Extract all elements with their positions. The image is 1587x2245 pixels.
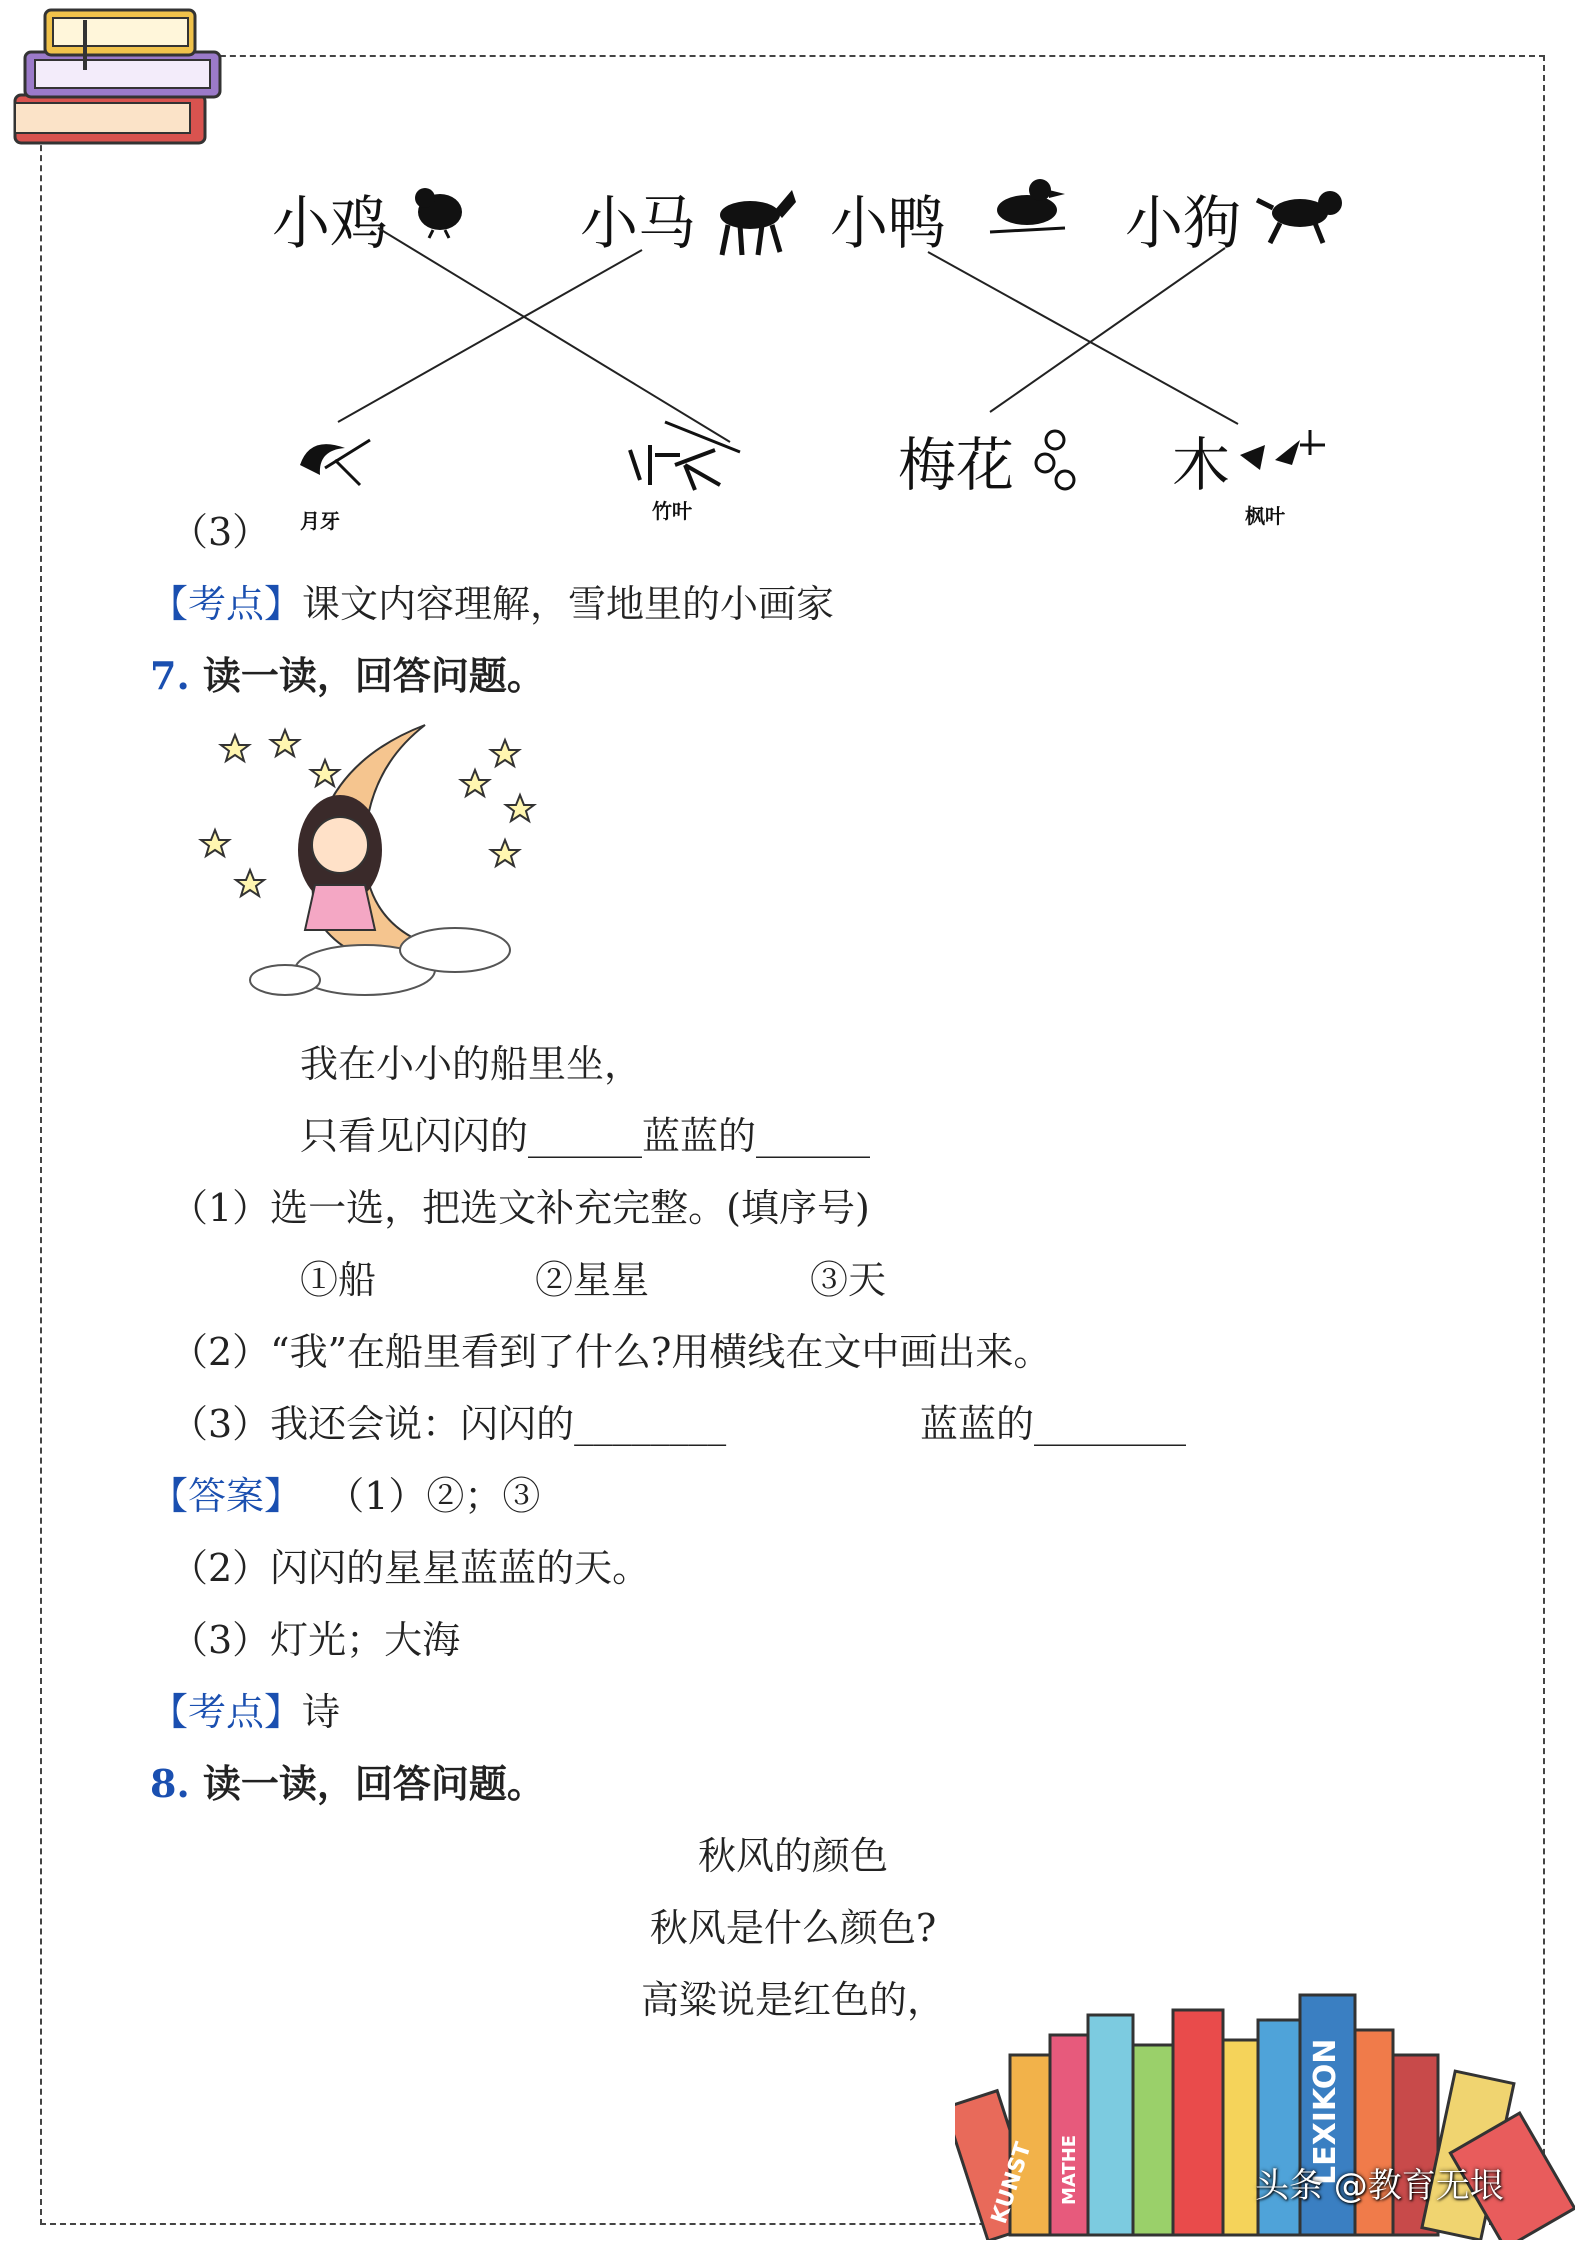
q7-answer2: （2）闪闪的星星蓝蓝的天。	[170, 1546, 651, 1590]
q7-option-2: ②星星	[535, 1258, 650, 1302]
mathe-spine-text: MATHE	[1059, 2134, 1080, 2205]
label-bamboo: 竹叶	[652, 499, 692, 523]
kaodian-tag: 【考点】	[150, 582, 303, 626]
bamboo-footprint-icon	[625, 410, 745, 500]
kaodian-text: 诗	[302, 1690, 341, 1734]
answer-line1: （1）②；③	[326, 1474, 541, 1518]
q7-sub1: （1）选一选，把选文补充完整。(填序号)	[170, 1186, 870, 1230]
q7-option-1: ①船	[300, 1258, 377, 1302]
label-maple: 枫叶	[1245, 504, 1285, 528]
q7-kaodian	[150, 1688, 340, 1736]
q6-kaodian	[150, 580, 834, 628]
match-bottom-wood: 木	[1172, 431, 1231, 499]
answer-tag: 【答案】	[150, 1474, 303, 1518]
kunst-spine-text: KUNST	[986, 2139, 1037, 2227]
kaodian-text: 课文内容理解，雪地里的小画家	[302, 582, 835, 626]
watermark: 头条 @教育无垠	[1255, 2166, 1504, 2206]
q7-poem-line2: 只看见闪闪的______蓝蓝的______	[300, 1114, 871, 1158]
match-top-horse: 小马	[580, 189, 697, 257]
q8-poem-line1: 秋风是什么颜色?	[649, 1906, 937, 1950]
q8-poem-line2: 高粱说是红色的，	[640, 1978, 945, 2022]
match-bottom-plum: 梅花	[898, 431, 1015, 499]
q7-sub2: （2）“我”在船里看到了什么?用横线在文中画出来。	[170, 1330, 1052, 1374]
match-top-dog: 小狗	[1125, 189, 1242, 257]
maple-footprint-icon	[1230, 425, 1330, 485]
match-top-chick: 小鸡	[272, 189, 389, 257]
moon-footprint-icon	[290, 430, 380, 500]
q8-title: 读一读，回答问题。	[202, 1761, 545, 1806]
plum-flower-icon	[1030, 425, 1080, 495]
q7-answer	[150, 1472, 540, 1520]
q7-option-3: ③天	[810, 1258, 887, 1302]
q7-sub3b: 蓝蓝的________	[920, 1402, 1187, 1446]
q7-number: 7.	[150, 653, 190, 698]
q6-item3: （3）	[170, 510, 271, 554]
q7-sub3a: （3）我还会说：闪闪的________	[170, 1402, 727, 1446]
q7-answer3: （3）灯光；大海	[170, 1618, 461, 1662]
label-moon: 月牙	[300, 509, 340, 533]
lexikon-spine-text: LEXIKON	[1308, 2038, 1343, 2185]
q7-title: 读一读，回答问题。	[202, 653, 545, 698]
q8-heading	[150, 1760, 545, 1808]
q7-heading	[150, 652, 545, 700]
q7-poem-line1: 我在小小的船里坐，	[300, 1042, 643, 1086]
girl-on-moon-illustration	[175, 715, 575, 1015]
match-top-duck: 小鸭	[830, 189, 947, 257]
matching-lines	[0, 0, 1587, 520]
q8-number: 8.	[150, 1761, 190, 1806]
q8-poem-title: 秋风的颜色	[697, 1834, 888, 1878]
kaodian-tag: 【考点】	[150, 1690, 303, 1734]
